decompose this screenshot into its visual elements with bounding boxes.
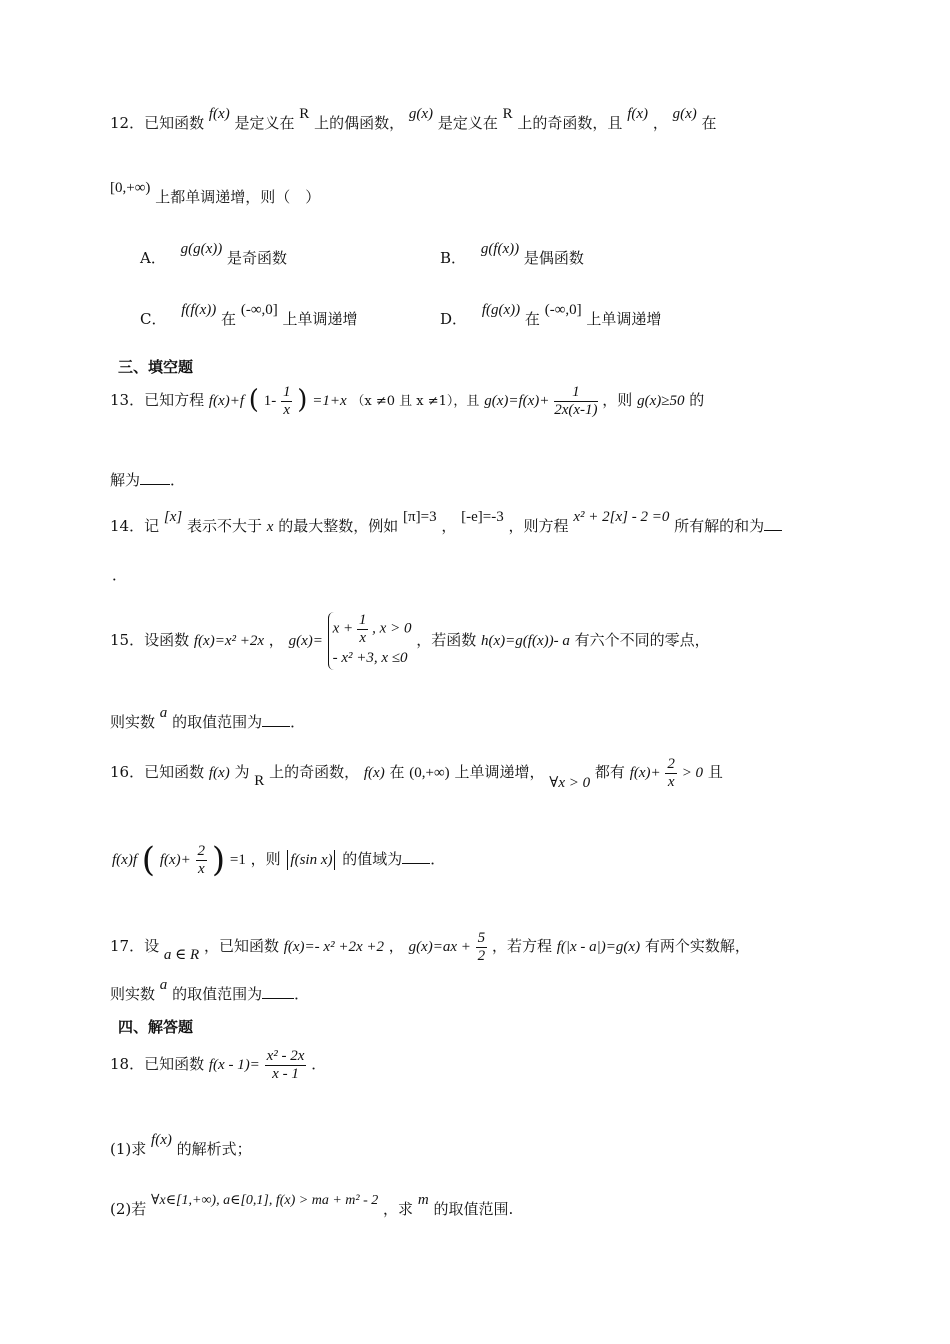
q13-math: f(x)+f	[208, 393, 244, 409]
fraction-denominator: x	[197, 860, 205, 877]
q15-math: h(x)=g(f(x))- a	[481, 633, 570, 649]
piecewise-fraction	[357, 612, 369, 646]
q14-text: 表示不大于	[187, 517, 263, 535]
fraction-denominator: 2	[477, 947, 486, 964]
q14-line1	[110, 509, 782, 538]
q14-text: 14．记	[110, 517, 160, 535]
q18-math: f(x - 1)=	[208, 1057, 260, 1073]
q16-math: f(x)f	[112, 852, 137, 869]
q16-math: f(x)	[363, 765, 385, 781]
q12-text: 12．已知函数	[110, 114, 205, 132]
fraction-numerator: 5	[477, 930, 486, 946]
q13-text: 的	[689, 391, 705, 409]
q16-line2	[112, 838, 445, 882]
q17-text: ，	[388, 937, 404, 955]
q18-math: ∀x∈[1,+∞), a∈[0,1], f(x) > ma + m² - 2	[151, 1193, 379, 1208]
piecewise-row2: - x² +3, x ≤0	[332, 650, 408, 666]
q16-text: ，则	[250, 850, 281, 869]
q16-math: =1	[229, 852, 246, 869]
option-label: A．	[140, 249, 166, 267]
q14-math: [π]=3	[403, 509, 437, 525]
q17-line1	[110, 930, 750, 964]
q15-piecewise	[328, 612, 412, 670]
fraction-denominator: x	[667, 773, 675, 790]
q13-text: 13．已知方程	[110, 391, 205, 409]
q17-text: ．	[294, 985, 310, 1003]
q12-line1	[110, 106, 717, 135]
q16-text: 上单调递增，	[454, 763, 545, 781]
q17-math: f(x)=- x² +2x +2	[283, 939, 384, 955]
option-text: 上单调递增	[586, 310, 662, 328]
q15-math: f(x)=x² +2x	[193, 633, 264, 649]
q14-math: x	[266, 519, 274, 535]
q17-text: 的取值范围为	[172, 985, 263, 1003]
q16-math: R	[254, 773, 265, 789]
paren-close: )	[297, 385, 308, 416]
q18-text: 18．已知函数	[110, 1055, 205, 1073]
q12-line2	[110, 180, 321, 209]
q17-line2	[110, 977, 310, 1006]
q12-text: ，	[652, 114, 668, 132]
q16-fraction	[665, 756, 677, 790]
q16-math: f(sin x)	[290, 852, 333, 869]
q14-math: x² + 2[x] - 2 =0	[573, 509, 670, 525]
q16-math: > 0	[681, 765, 704, 781]
answer-blank	[140, 470, 170, 485]
option-label: B．	[440, 249, 467, 267]
q15-text: 的取值范围为	[172, 713, 263, 731]
q17-text: 17．设	[110, 937, 160, 955]
answer-blank	[402, 849, 430, 864]
option-math: (-∞,0]	[240, 302, 278, 318]
q14-text: 所有解的和为	[674, 517, 765, 535]
q12-math-g: g(x)	[672, 106, 697, 122]
piecewise-cond: , x > 0	[372, 620, 412, 637]
q16-text: ．	[430, 850, 446, 869]
q12-text: 在	[701, 114, 717, 132]
q17-math: g(x)=ax +	[408, 939, 471, 955]
answer-blank	[764, 516, 782, 531]
q12-math-interval: [0,+∞)	[110, 180, 151, 196]
q18-part1	[110, 1132, 252, 1161]
q18-math: m	[417, 1192, 429, 1208]
q15-text: 15．设函数	[110, 631, 190, 649]
option-label: C．	[140, 310, 167, 328]
q13-line1	[110, 384, 704, 418]
fraction-denominator: x - 1	[272, 1065, 299, 1082]
option-math: g(g(x))	[180, 241, 223, 257]
q18-text: ．	[311, 1055, 327, 1073]
q15-text: ，	[268, 631, 284, 649]
q12-math-f: f(x)	[627, 106, 649, 122]
q16-fraction	[196, 843, 208, 877]
q12-math-R: R	[299, 106, 310, 122]
fraction-numerator: 2	[667, 756, 675, 772]
q15-text: ．	[290, 713, 306, 731]
q16-text: 为	[234, 763, 250, 781]
q12-math-R: R	[502, 106, 513, 122]
q18-text: 的取值范围.	[433, 1200, 514, 1218]
option-math: f(f(x))	[181, 302, 217, 318]
fraction-numerator: 1	[282, 384, 291, 400]
piecewise-expr: x +	[332, 620, 354, 637]
q15-text: ，若函数	[416, 631, 477, 649]
option-math: g(f(x))	[480, 241, 520, 257]
q17-math: a	[159, 977, 168, 993]
paren-open: (	[141, 840, 156, 880]
fraction-denominator: 2x(x-1)	[554, 401, 598, 418]
q15-text: 有六个不同的零点，	[574, 631, 710, 649]
paren-close: )	[211, 840, 226, 880]
q13-text: ，则	[602, 391, 633, 409]
q16-math: f(x)+	[629, 765, 661, 781]
option-text: 是奇函数	[227, 249, 288, 267]
q17-text: 则实数	[110, 985, 156, 1003]
q18-text: ，求	[383, 1200, 414, 1218]
q12-option-c	[140, 302, 358, 331]
q16-text: 在	[389, 763, 405, 781]
option-math: (-∞,0]	[544, 302, 582, 318]
q15-line2	[110, 705, 306, 734]
q18-math: f(x)	[151, 1132, 172, 1148]
abs-bar	[334, 850, 335, 870]
q14-text: 的最大整数，例如	[278, 517, 399, 535]
q12-text: 是定义在	[437, 114, 498, 132]
fraction-denominator: x	[359, 629, 366, 646]
q13-condition: （x ≠0 且 x ≠1），且	[351, 394, 480, 409]
q12-option-d	[440, 302, 662, 331]
q18-fraction	[265, 1048, 307, 1082]
answer-blank	[262, 712, 290, 727]
q14-math: [x]	[163, 509, 183, 525]
paren-open: (	[248, 385, 259, 416]
q16-line1	[110, 756, 723, 790]
q16-math: f(x)	[208, 765, 230, 781]
q16-text: 都有	[594, 763, 625, 781]
q13-fraction	[281, 384, 293, 418]
q14-text: ，则方程	[508, 517, 569, 535]
q12-text: 上的奇函数，且	[517, 114, 623, 132]
q13-text: ．	[170, 471, 186, 489]
q18-text: (1)求	[110, 1140, 147, 1158]
q13-math: g(x)≥50	[637, 393, 685, 409]
q16-text: 的值域为	[342, 850, 403, 869]
q16-math: f(x)+	[159, 852, 191, 869]
q14-line2	[112, 566, 127, 586]
option-label: D．	[440, 310, 468, 328]
option-text: 在	[221, 310, 237, 328]
q18-text: (2)若	[110, 1200, 147, 1218]
q13-fraction	[554, 384, 597, 418]
q15-line1	[110, 612, 710, 670]
q18-text: 的解析式；	[176, 1140, 252, 1158]
q16-math: ∀x > 0	[549, 775, 591, 791]
q14-text: ，	[441, 517, 457, 535]
fraction-numerator: 1	[554, 384, 597, 402]
q15-math: a	[159, 705, 168, 721]
q14-math: [-e]=-3	[461, 509, 504, 525]
q12-option-a	[140, 241, 288, 270]
q13-text: 解为	[110, 471, 141, 489]
q16-math: (0,+∞)	[409, 765, 450, 781]
q17-math: a ∈ R	[163, 947, 200, 963]
q17-text: ，若方程	[491, 937, 552, 955]
section-heading-answer: 四、解答题	[118, 1018, 194, 1036]
q12-text: 上的偶函数，	[314, 114, 405, 132]
q16-text: 16．已知函数	[110, 763, 205, 781]
fraction-numerator: x² - 2x	[266, 1048, 305, 1064]
fraction-denominator: x	[283, 401, 291, 418]
q16-text: 且	[707, 763, 723, 781]
section-heading-fill-blank: 三、填空题	[118, 358, 194, 376]
fraction-numerator: 2	[197, 843, 206, 860]
option-text: 上单调递增	[282, 310, 358, 328]
q12-text: 上都单调递增，则（ ）	[155, 188, 321, 206]
q15-text: 则实数	[110, 713, 156, 731]
q13-math: g(x)=f(x)+	[484, 393, 550, 409]
q17-text: 有两个实数解，	[644, 937, 750, 955]
fraction-numerator: 1	[358, 612, 367, 628]
q13-math: =1+x	[312, 393, 347, 409]
abs-bar	[287, 850, 288, 870]
q12-option-b	[440, 241, 584, 270]
q12-math-f: f(x)	[208, 106, 230, 122]
q18-line1	[110, 1048, 326, 1082]
q15-math: g(x)=	[288, 633, 323, 649]
q16-text: 上的奇函数，	[269, 763, 360, 781]
q17-math: f(|x - a|)=g(x)	[556, 939, 641, 955]
q13-math: 1-	[263, 393, 277, 409]
answer-blank	[262, 984, 294, 999]
q17-text: ，已知函数	[203, 937, 279, 955]
q12-text: 是定义在	[234, 114, 295, 132]
q12-math-g: g(x)	[408, 106, 434, 122]
option-text: 是偶函数	[523, 249, 584, 267]
option-text: 在	[524, 310, 540, 328]
q14-text: ．	[112, 566, 128, 584]
option-math: f(g(x))	[481, 302, 521, 318]
q18-part2	[110, 1192, 514, 1221]
q13-line2	[110, 470, 185, 491]
piecewise-row1	[333, 612, 412, 646]
q17-fraction	[476, 930, 488, 964]
